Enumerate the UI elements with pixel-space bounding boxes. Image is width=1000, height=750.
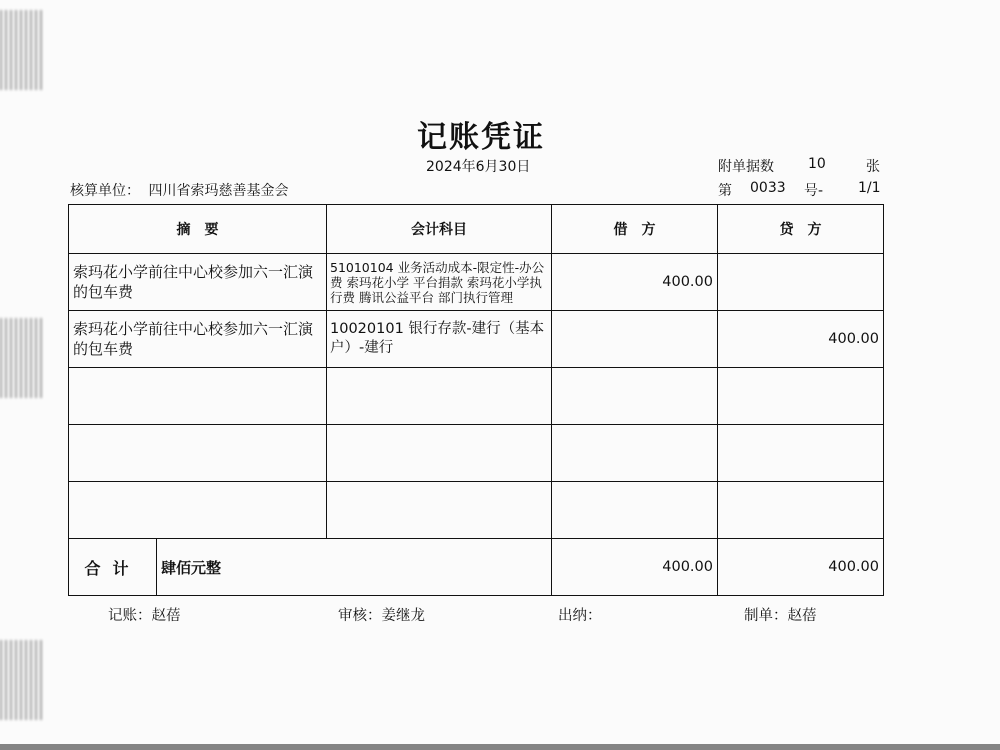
table-row-empty <box>69 482 884 539</box>
total-debit: 400.00 <box>552 539 718 596</box>
scan-artifact <box>0 640 44 720</box>
preparer <box>744 604 817 625</box>
cashier <box>558 604 602 625</box>
attach-label: 附单据数 <box>718 159 774 175</box>
row-credit: 400.00 <box>718 311 884 368</box>
total-label: 合计 <box>69 539 157 596</box>
unit-label: 核算单位： <box>70 183 140 199</box>
table-row <box>69 254 884 311</box>
table-row-empty <box>69 368 884 425</box>
row-summary: 索玛花小学前往中心校参加六一汇演的包车费 <box>69 254 327 311</box>
scan-artifact <box>0 10 44 90</box>
reviewer-label: 审核： <box>338 608 382 624</box>
header-credit: 贷 方 <box>718 205 884 254</box>
voucher-no-prefix: 第 <box>718 183 732 199</box>
reviewer-name: 姜继龙 <box>381 608 425 624</box>
row-debit: 400.00 <box>552 254 718 311</box>
scan-edge <box>0 744 1000 750</box>
voucher-table <box>68 204 884 596</box>
header-account: 会计科目 <box>327 205 552 254</box>
row-summary: 索玛花小学前往中心校参加六一汇演的包车费 <box>69 311 327 368</box>
total-row <box>69 539 884 596</box>
reviewer <box>338 604 425 625</box>
row-debit <box>552 311 718 368</box>
attach-unit: 张 <box>866 159 880 175</box>
voucher-date: 2024年6月30日 <box>426 159 531 175</box>
table-row-empty <box>69 425 884 482</box>
voucher-title: 记账凭证 <box>417 120 545 155</box>
table-header <box>69 205 884 254</box>
scan-artifact <box>0 318 44 398</box>
voucher-page: 1/1 <box>858 180 881 196</box>
header-summary: 摘 要 <box>69 205 327 254</box>
total-amount-words: 肆佰元整 <box>157 539 552 596</box>
unit-name: 四川省索玛慈善基金会 <box>148 183 289 199</box>
voucher-no-value: 0033 <box>750 180 786 196</box>
row-account: 51010104 业务活动成本-限定性-办公费 索玛花小学 平台捐款 索玛花小学执行费 腾讯公益平台 部门执行管理 <box>327 254 552 311</box>
row-account: 10020101 银行存款-建行（基本户）-建行 <box>327 311 552 368</box>
bookkeeper <box>108 604 181 625</box>
accounting-unit <box>70 180 288 200</box>
voucher-no-suffix: 号- <box>804 183 824 199</box>
row-credit <box>718 254 884 311</box>
header-debit: 借 方 <box>552 205 718 254</box>
attach-count-value: 10 <box>808 156 826 172</box>
bookkeeper-name: 赵蓓 <box>151 608 181 624</box>
bookkeeper-label: 记账： <box>108 608 152 624</box>
preparer-name: 赵蓓 <box>787 608 817 624</box>
cashier-label: 出纳： <box>558 608 602 624</box>
total-credit: 400.00 <box>718 539 884 596</box>
preparer-label: 制单： <box>744 608 788 624</box>
table-row <box>69 311 884 368</box>
